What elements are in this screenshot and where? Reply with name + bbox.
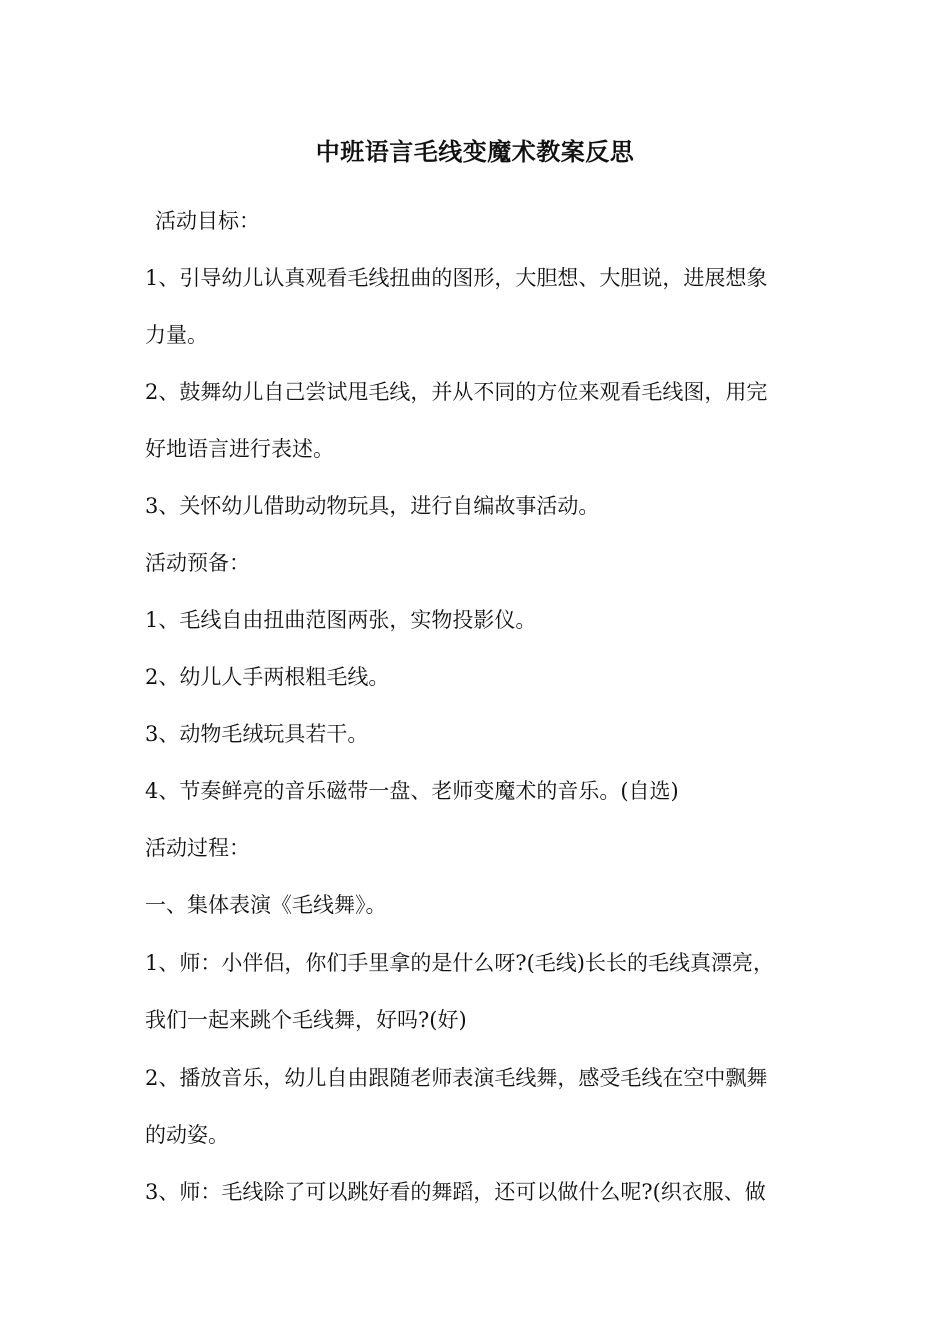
section-heading-goals: 活动目标：: [155, 209, 260, 233]
text-line: 2、鼓舞幼儿自己尝试甩毛线，并从不同的方位来观看毛线图，用完: [145, 380, 768, 404]
text-line: 4、节奏鲜亮的音乐磁带一盘、老师变魔术的音乐。(自选): [145, 779, 679, 803]
text-line: 3、师：毛线除了可以跳好看的舞蹈，还可以做什么呢?(织衣服、做: [145, 1180, 766, 1204]
text-line: 1、毛线自由扭曲范图两张，实物投影仪。: [145, 608, 537, 632]
text-line: 1、引导幼儿认真观看毛线扭曲的图形，大胆想、大胆说，进展想象: [145, 266, 768, 290]
section-heading-process: 活动过程：: [145, 836, 250, 860]
text-line: 的动姿。: [145, 1123, 229, 1147]
text-line: 3、关怀幼儿借助动物玩具，进行自编故事活动。: [145, 494, 600, 518]
text-line: 好地语言进行表述。: [145, 437, 334, 461]
text-line: 3、动物毛绒玩具若干。: [145, 722, 369, 746]
text-line: 2、幼儿人手两根粗毛线。: [145, 665, 390, 689]
text-line: 一、集体表演《毛线舞》。: [145, 893, 387, 917]
text-line: 我们一起来跳个毛线舞，好吗?(好): [145, 1008, 467, 1032]
text-line: 1、师：小伴侣，你们手里拿的是什么呀?(毛线)长长的毛线真漂亮，: [145, 951, 775, 975]
text-line: 2、播放音乐，幼儿自由跟随老师表演毛线舞，感受毛线在空中飘舞: [145, 1066, 768, 1090]
document-title: 中班语言毛线变魔术教案反思: [315, 137, 635, 166]
section-heading-preparation: 活动预备：: [145, 551, 250, 575]
text-line: 力量。: [145, 323, 208, 347]
